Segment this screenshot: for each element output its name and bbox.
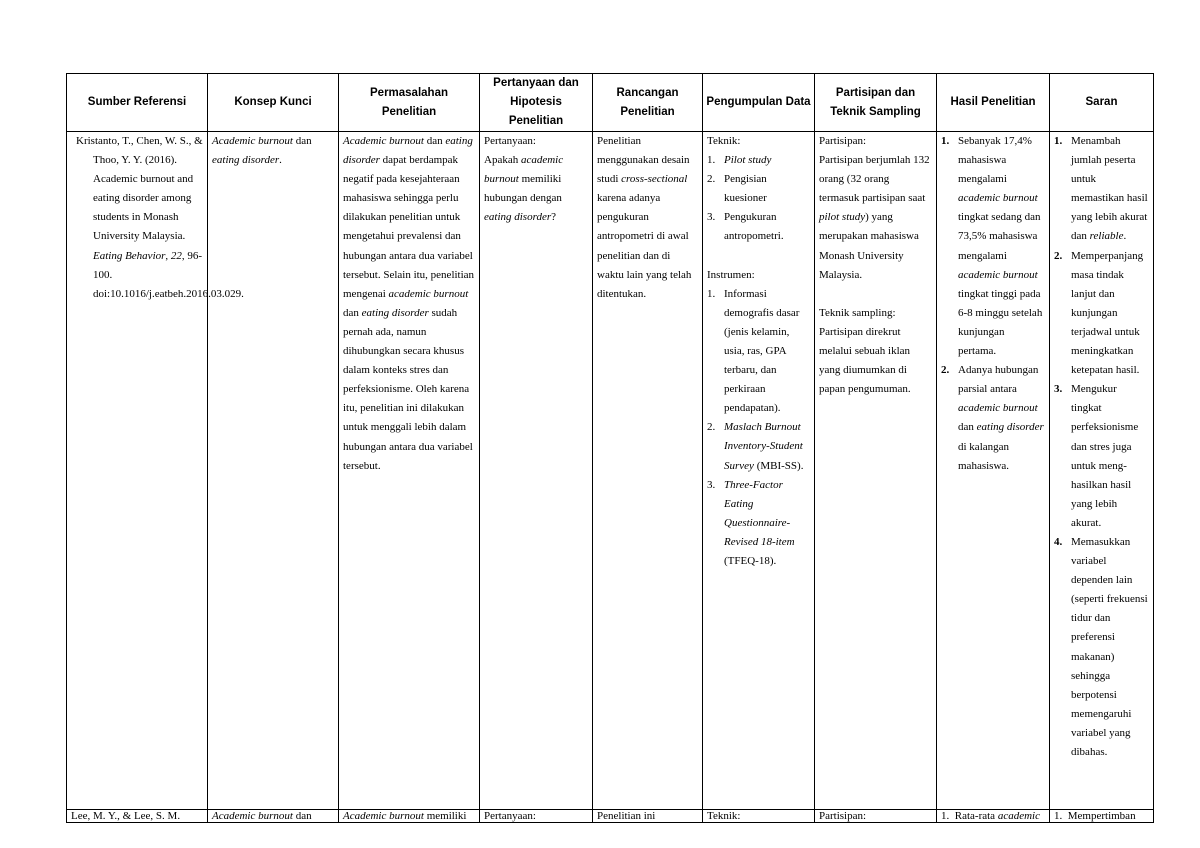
header-pengumpulan-data: Pengumpulan Data: [703, 74, 815, 132]
saran-list: [1054, 132, 1149, 762]
list-item: 4. Memasukkan variabel dependen lain (seperti frekuensi tidur dan preferensi makanan) sehingga berpotensi memengaruhi variabel yang dibahas.: [1054, 535, 1148, 758]
cell-hasil: 1. Rata-rata academic: [937, 810, 1050, 823]
cell-rancangan: Penelitian ini: [593, 810, 703, 823]
cell-saran: [1050, 132, 1154, 810]
list-item: 1. Menambah jumlah peserta untuk memastikan hasil yang lebih akurat dan reliable.: [1054, 135, 1148, 243]
list-item: 3. Three-Factor Eating Questionnaire-Revised 18-item (TFEQ-18).: [707, 478, 795, 567]
header-permasalahan: Permasalahan Penelitian: [339, 74, 480, 132]
cell-rancangan: Penelitian menggunakan desain studi cross-sectional karena adanya pengukuran antropometri di awal penelitian dan di waktu lain yang telah ditentukan.: [593, 132, 703, 810]
header-hasil: Hasil Penelitian: [937, 74, 1050, 132]
cell-permasalahan: Academic burnout memiliki: [339, 810, 480, 823]
list-item: 2. Pengisian kuesioner: [707, 173, 767, 205]
header-sumber-referensi: Sumber Referensi: [67, 74, 208, 132]
list-item: 3. Mengukur tingkat perfeksionisme dan stres juga untuk meng-hasilkan hasil yang lebih akurat.: [1054, 383, 1139, 529]
hasil-list: [941, 132, 1045, 476]
header-konsep-kunci: Konsep Kunci: [208, 74, 339, 132]
cell-referensi: Kristanto, T., Chen, W. S., & Thoo, Y. Y. (2016). Academic burnout and eating disorder among students in Monash University Malaysia. Eating Behavior, 22, 96-100. doi:10.1016/j.eatbeh.2016.03.029.: [67, 132, 208, 810]
instrumen-list: [707, 285, 810, 571]
list-item: 3. Pengukuran antropometri.: [707, 211, 784, 243]
cell-partisipan: Partisipan: Partisipan berjumlah 132 orang (32 orang termasuk partisipan saat pilot study) yang merupakan mahasiswa Monash University Malaysia. Teknik sampling: Partisipan direkrut melalui sebuah iklan yang diumumkan di papan pengumuman.: [815, 132, 937, 810]
list-item: 2. Maslach Burnout Inventory-Student Survey (MBI-SS).: [707, 421, 804, 472]
list-item: 1. Sebanyak 17,4% mahasiswa mengalami academic burnout tingkat sedang dan 73,5% mahasiswa mengalami academic burnout tingkat tinggi pada 6-8 minggu setelah kunjungan pertama.: [941, 135, 1043, 358]
cell-pengumpulan-data: Teknik: 1. Pilot study 2. Pengisian kuesioner 3. Pengukuran antropometri. Instrumen: 1. Informasi demografis dasar (jenis kelamin, usia, ras, GPA terbaru, dan perkiraan pendapatan). 2. Maslach Burnout Inventory-Student Survey (MBI-SS). 3. Three-Factor Eating Questionnaire-Revised 18-item (TFEQ-18).: [703, 132, 815, 810]
literature-review-table: [66, 73, 1154, 823]
list-item: 1. Pilot study: [707, 154, 772, 167]
header-partisipan-sampling: Partisipan dan Teknik Sampling: [815, 74, 937, 132]
cell-pertanyaan: Pertanyaan: Apakah academic burnout memiliki hubungan dengan eating disorder?: [480, 132, 593, 810]
cell-saran: 1. Mempertimban: [1050, 810, 1154, 823]
cell-hasil: [937, 132, 1050, 810]
header-row: [67, 74, 1154, 132]
table-row: [67, 810, 1154, 823]
cell-pengumpulan-data: Teknik:: [703, 810, 815, 823]
cell-referensi: Lee, M. Y., & Lee, S. M.: [67, 810, 208, 823]
list-item: 2. Adanya hubungan parsial antara academic burnout dan eating disorder di kalangan mahasiswa.: [941, 364, 1044, 472]
header-pertanyaan-hipotesis: Pertanyaan dan Hipotesis Penelitian: [480, 74, 593, 132]
cell-konsep-kunci: Academic burnout dan: [208, 810, 339, 823]
cell-konsep-kunci: Academic burnout dan eating disorder.: [208, 132, 339, 810]
cell-pertanyaan: Pertanyaan:: [480, 810, 593, 823]
header-rancangan: Rancangan Penelitian: [593, 74, 703, 132]
teknik-list: [707, 151, 810, 246]
list-item: 2. Memperpanjang masa tindak lanjut dan kunjungan terjadwal untuk meningkatkan ketepatan hasil.: [1054, 249, 1144, 377]
list-item: 1. Informasi demografis dasar (jenis kelamin, usia, ras, GPA terbaru, dan perkiraan pendapatan).: [707, 287, 800, 415]
header-saran: Saran: [1050, 74, 1154, 132]
cell-partisipan: Partisipan:: [815, 810, 937, 823]
cell-permasalahan: Academic burnout dan eating disorder dapat berdampak negatif pada kesejahteraan mahasiswa sehingga perlu dilakukan penelitian untuk mengetahui prevalensi dan hubungan antara dua variabel tersebut. Selain itu, penelitian mengenai academic burnout dan eating disorder sudah pernah ada, namun dihubungkan secara khusus dalam konteks stres dan perfeksionisme. Oleh karena itu, penelitian ini dilakukan untuk menggali lebih dalam hubungan antara dua variabel tersebut.: [339, 132, 480, 810]
table-row: [67, 132, 1154, 810]
